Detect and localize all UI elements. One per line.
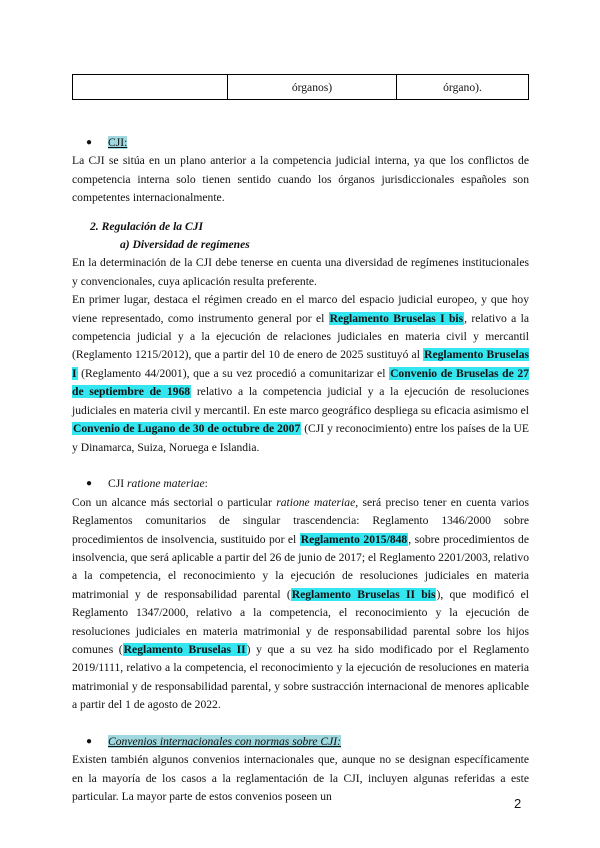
paragraph: Con un alcance más sectorial o particular ratione materiae, será preciso tener en cuenta varios Reglamentos comunitarios de singular trascendencia: Reglamento 1346/2000 sobre procedimientos de insolvencia, sustituido por el Reglamento 2015/848, sobre procedimientos de insolvencia, que será aplicable a partir del 26 de junio de 2017; el Reglamento 2201/2003, relativo a la competencia, el reconocimiento y la ejecución de resoluciones judiciales en materia matrimonial y de responsabilidad parental (Reglamento Bruselas II bis), que modificó el Reglamento 1347/2000, relativo a la competencia, el reconocimiento y la ejecución de resoluciones judiciales en materia matrimonial y de responsabilidad parental sobre los hijos comunes (Reglamento Bruselas II) y que a su vez ha sido modificado por el Reglamento 2019/1111, relativo a la competencia, el reconocimiento y la ejecución de resoluciones en materia matrimonial y de responsabilidad parental, y sobre sustracción internacional de menores aplicable a partir del 1 de agosto de 2022. (72, 495, 529, 712)
paragraph: En primer lugar, destaca el régimen creado en el marco del espacio judicial europeo, y que hoy viene representado, como instrumento general por el Reglamento Bruselas I bis, relativo a la competencia judicial y a la ejecución de relaciones judiciales en materia civil y mercantil (Reglamento 1215/2012), que a partir del 10 de enero de 2025 sustituyó al Reglamento Bruselas I (Reglamento 44/2001), que a su vez procedió a comunitarizar el Convenio de Bruselas de 27 de septiembre de 1968 relativo a la competencia judicial y a la ejecución de resoluciones judiciales en materia civil y mercantil. En este marco geográfico despliega su eficacia asimismo el Convenio de Lugano de 30 de octubre de 2007 (CJI y reconocimiento) entre los países de la UE y Dinamarca, Suiza, Noruega e Islandia. (72, 293, 530, 454)
highlight: Reglamento Bruselas I (72, 348, 530, 380)
table-cell (73, 75, 228, 100)
highlight: Reglamento Bruselas I bis (329, 311, 464, 325)
paragraph: En la determinación de la CJI debe tenerse en cuenta una diversidad de regímenes institucionales y convencionales, cuya aplicación resulta preferente. (72, 256, 529, 288)
section-heading: 2. Regulación de la CJI (90, 219, 204, 233)
bullet-dot-icon: ● (86, 735, 93, 747)
bullet-convenios (72, 733, 529, 751)
highlight: Convenio de Bruselas de 27 de septiembre de 1968 (72, 366, 529, 399)
subsection-heading: a) Diversidad de regímenes (120, 238, 250, 252)
table-cell: órgano). (397, 75, 529, 100)
bullet-label: CJI ratione materiae: (108, 477, 208, 491)
page-number: 2 (514, 796, 522, 811)
bullet-cji (72, 134, 529, 152)
bullet-label: Convenios internacionales con normas sobre CJI: (108, 734, 342, 748)
table-cell: órganos) (228, 75, 397, 100)
table-row (73, 75, 529, 100)
bullet-dot-icon: ● (86, 137, 93, 148)
bullet-label: CJI: (108, 136, 128, 149)
highlight: Reglamento 2015/848 (300, 532, 408, 546)
bullet-dot-icon: ● (86, 478, 93, 490)
paragraph: Existen también algunos convenios internacionales que, aunque no se designan específicamente en la mayoría de los casos a la reglamentación de la CJI, incluyen algunas referidas a este particular. La mayor parte de estos convenios poseen un (72, 753, 529, 804)
highlight: Reglamento Bruselas II (123, 642, 246, 656)
paragraph: La CJI se sitúa en un plano anterior a la competencia judicial interna, ya que los conflictos de competencia interna solo tienen sentido cuando los órganos jurisdiccionales españoles son competentes internacionalmente. (72, 154, 529, 205)
body-text (72, 128, 529, 807)
highlight: Reglamento Bruselas II bis (291, 587, 436, 601)
bullet-ratione-materiae (72, 475, 529, 493)
highlight: Convenio de Lugano de 30 de octubre de 2007 (73, 422, 301, 436)
continuation-table (72, 74, 529, 100)
